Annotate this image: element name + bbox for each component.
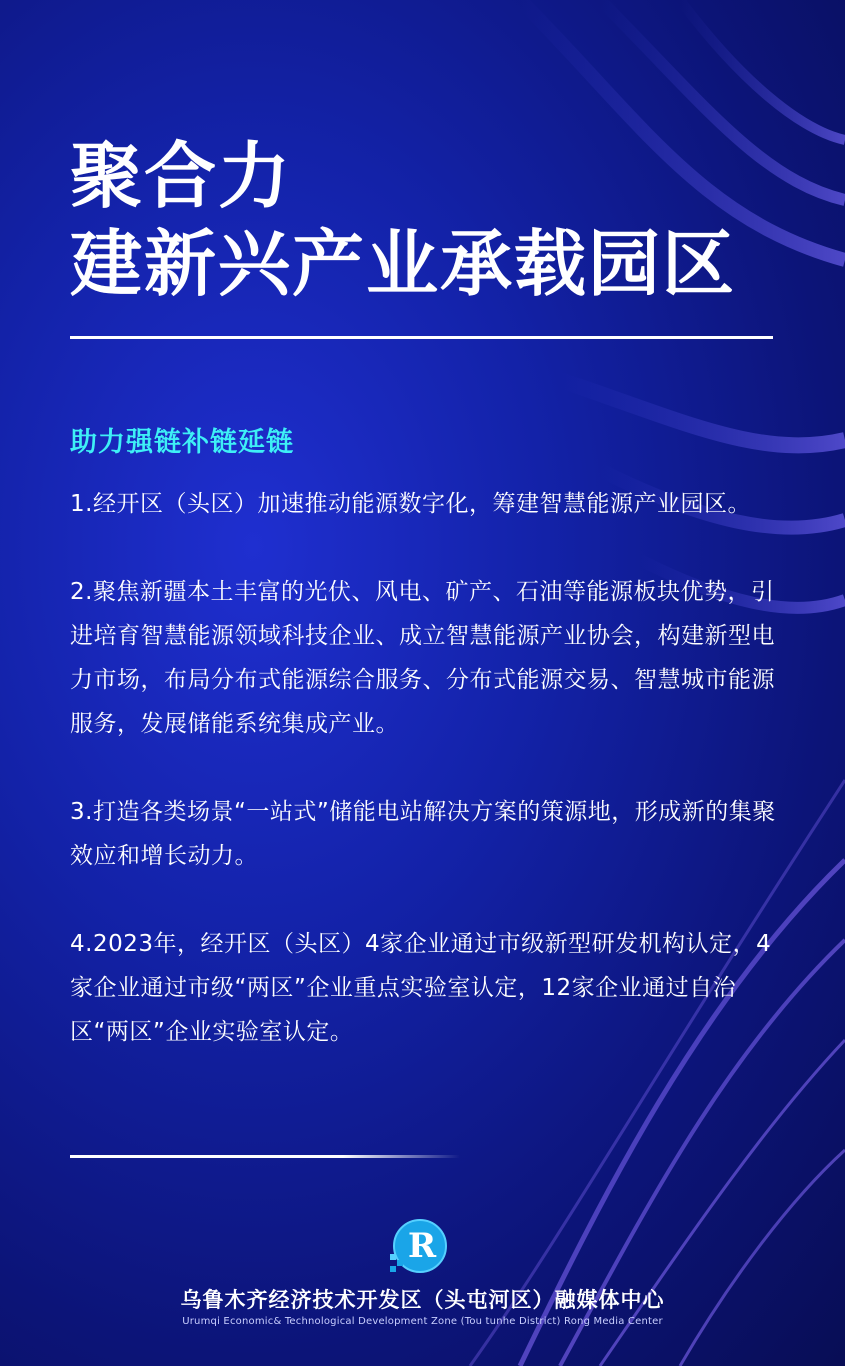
- body-content: [70, 482, 780, 1098]
- title-divider: [70, 336, 773, 339]
- organization-name-cn: 乌鲁木齐经济技术开发区（头屯河区）融媒体中心: [180, 1287, 665, 1312]
- organization-name-en: Urumqi Economic& Technological Development Zone (Tou tunhe District) Rong Media Center: [182, 1316, 663, 1327]
- svg-text:R: R: [407, 1226, 437, 1266]
- footer-divider: [70, 1155, 460, 1158]
- r-letter-logo-icon: [386, 1214, 450, 1278]
- title-line-1: 聚合力: [70, 134, 293, 218]
- page-title: [70, 132, 736, 308]
- section-subtitle: 助力强链补链延链: [70, 427, 294, 458]
- title-line-2: 建新兴产业承载园区: [70, 222, 737, 306]
- paragraph-1: 1.经开区（头区）加速推动能源数字化，筹建智慧能源产业园区。: [70, 491, 751, 517]
- paragraph-3: 3.打造各类场景“一站式”储能电站解决方案的策源地，形成新的集聚效应和增长动力。: [70, 799, 776, 869]
- paragraph-2: 2.聚焦新疆本土丰富的光伏、风电、矿产、石油等能源板块优势，引进培育智慧能源领域科技企业、成立智慧能源产业协会，构建新型电力市场，布局分布式能源综合服务、分布式能源交易、智慧城市能源服务，发展储能系统集成产业。: [70, 579, 775, 737]
- paragraph-4: 4.2023年，经开区（头区）4家企业通过市级新型研发机构认定，4家企业通过市级“两区”企业重点实验室认定，12家企业通过自治区“两区”企业实验室认定。: [70, 931, 772, 1045]
